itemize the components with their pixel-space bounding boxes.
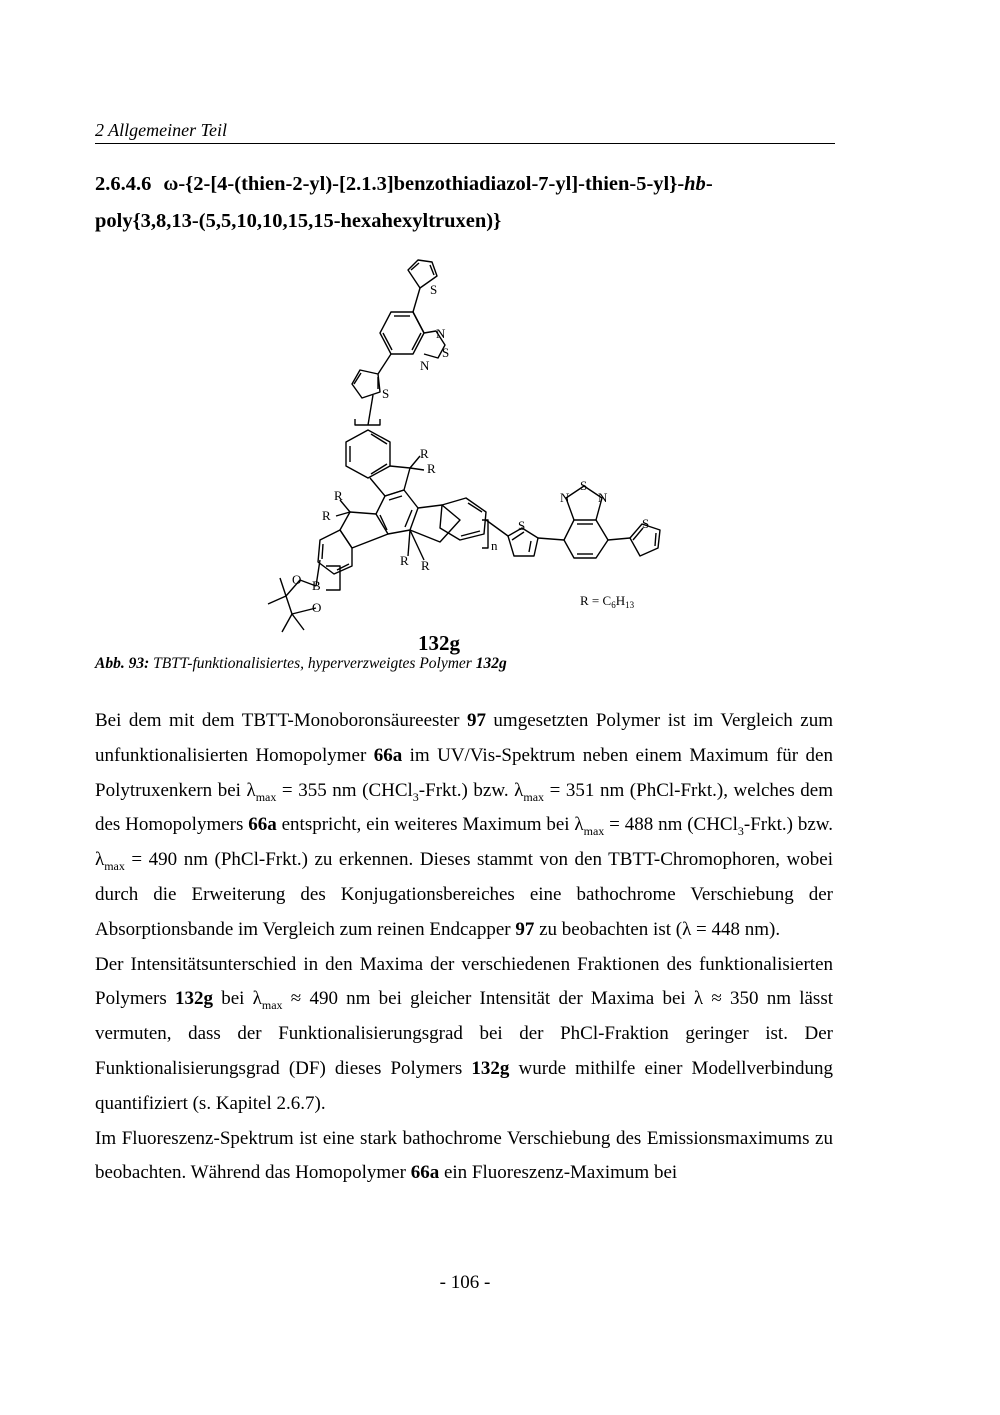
subscript: max: [104, 858, 125, 873]
atom-label-o: O: [292, 572, 302, 587]
atom-label-s: S: [382, 386, 390, 401]
text-run: umgesetzten Polymer ist im Vergleich zum unfunktionalisierten Homopolymer: [95, 710, 833, 766]
text-run: = 351 nm (PhCl-Frkt.), welches dem des Homopolymers: [95, 779, 834, 836]
atom-label-r: R: [427, 461, 436, 476]
atom-label-r: R: [421, 558, 430, 573]
section-number: 2.6.4.6: [95, 173, 152, 195]
atom-label-n: N: [560, 490, 570, 505]
running-head-text: 2 Allgemeiner Teil: [95, 120, 227, 140]
text-run: Bei dem mit dem TBTT-Monoboronsäureester: [95, 710, 467, 731]
text-run: = 490 nm (PhCl-Frkt.) zu erkennen. Dieses stammt von den TBTT-Chromophoren, wobei durch die Erweiterung des Konjugationsbereiches eine bathochrome Verschiebung der Absorptionsbande im Vergleich zum reinen Endcapper: [95, 849, 833, 940]
section-title-line1: ω-{2-[4-(thien-2-yl)-[2.1.3]benzothiadiazol-7-yl]-thien-5-yl}-: [163, 173, 685, 195]
section-title-italic: hb: [684, 173, 706, 195]
figure-caption: [95, 655, 795, 673]
body-text: [95, 704, 833, 1191]
compound-ref: 132g: [175, 988, 214, 1010]
paragraph-1: [95, 704, 833, 948]
atom-label-s: S: [442, 345, 450, 360]
compound-ref: 97: [466, 710, 486, 731]
atom-label-b: B: [312, 578, 321, 593]
subscript: max: [261, 998, 283, 1013]
text-run: zu beobachten ist (λ = 448 nm).: [534, 918, 781, 940]
text-run: im UV/Vis-Spektrum neben einem Maximum für den Polytruxenkern bei λ: [95, 744, 833, 801]
atom-label-n-repeat: n: [491, 538, 498, 553]
compound-ref: 66a: [373, 744, 403, 766]
subscript: 3: [412, 789, 419, 804]
text-run: ≈ 490 nm bei gleicher Intensität der Maxima bei λ ≈ 350 nm lässt vermuten, dass der Funktionalisierungsgrad bei der PhCl-Fraktion geringer ist. Der Funktionalisierungsgrad (DF) dieses Polymers: [95, 988, 833, 1079]
text-run: -Frkt.) bzw. λ: [95, 814, 833, 871]
compound-label: 132g: [418, 631, 460, 655]
text-run: = 488 nm (CHCl: [604, 814, 738, 836]
text-run: wurde mithilfe einer Modellverbindung quantifiziert (s. Kapitel 2.6.7).: [95, 1057, 833, 1114]
subscript: max: [523, 789, 545, 804]
section-heading: [95, 166, 795, 240]
section-title-line2: poly{3,8,13-(5,5,10,10,15,15-hexahexyltruxen)}: [95, 210, 502, 232]
atom-label-n: N: [598, 490, 608, 505]
text-run: Im Fluoreszenz-Spektrum ist eine stark bathochrome Verschiebung des Emissionsmaximums zu beobachten. Während das Homopolymer: [95, 1127, 833, 1184]
atom-label-s: S: [430, 282, 438, 297]
atom-label-r: R: [334, 488, 343, 503]
atom-label-n: N: [436, 326, 446, 341]
compound-ref: 66a: [248, 814, 277, 836]
paragraph-3: [95, 1122, 833, 1192]
compound-ref: 66a: [410, 1162, 440, 1184]
text-run: bei λ: [213, 988, 262, 1010]
chemical-structure: [255, 250, 675, 640]
subscript: max: [255, 789, 277, 804]
caption-label: Abb. 93:: [95, 655, 150, 672]
atom-label-r: R: [322, 508, 331, 523]
text-run: = 355 nm (CHCl: [276, 779, 413, 801]
page-number: - 106 -: [439, 1272, 491, 1293]
text-run: entspricht, ein weiteres Maximum bei λ: [276, 814, 584, 836]
atom-label-n: N: [420, 358, 430, 373]
caption-text: TBTT-funktionalisiertes, hyperverzweigtes Polymer: [149, 655, 476, 672]
atom-label-s: S: [642, 516, 650, 531]
atom-label-r: R: [400, 553, 409, 568]
subscript: max: [583, 824, 605, 839]
atom-label-r: R: [420, 446, 429, 461]
text-run: ein Fluoreszenz-Maximum bei: [439, 1162, 678, 1184]
atom-label-s: S: [518, 518, 526, 533]
paragraph-2: [95, 948, 833, 1122]
atom-label-o: O: [312, 600, 322, 615]
compound-ref: 97: [515, 918, 535, 940]
section-title-line1-end: -: [705, 173, 713, 195]
r-definition: $R = C_6H_{13}$: [580, 593, 635, 610]
compound-ref: 132g: [471, 1057, 510, 1079]
text-run: Der Intensitätsunterschied in den Maxima der verschiedenen Fraktionen des funktionalisierten Polymers: [95, 953, 833, 1010]
running-head: [95, 119, 835, 144]
text-run: -Frkt.) bzw. λ: [418, 779, 524, 801]
atom-label-s: S: [580, 478, 588, 493]
subscript: 3: [737, 824, 744, 839]
caption-compound: 132g: [475, 655, 507, 672]
